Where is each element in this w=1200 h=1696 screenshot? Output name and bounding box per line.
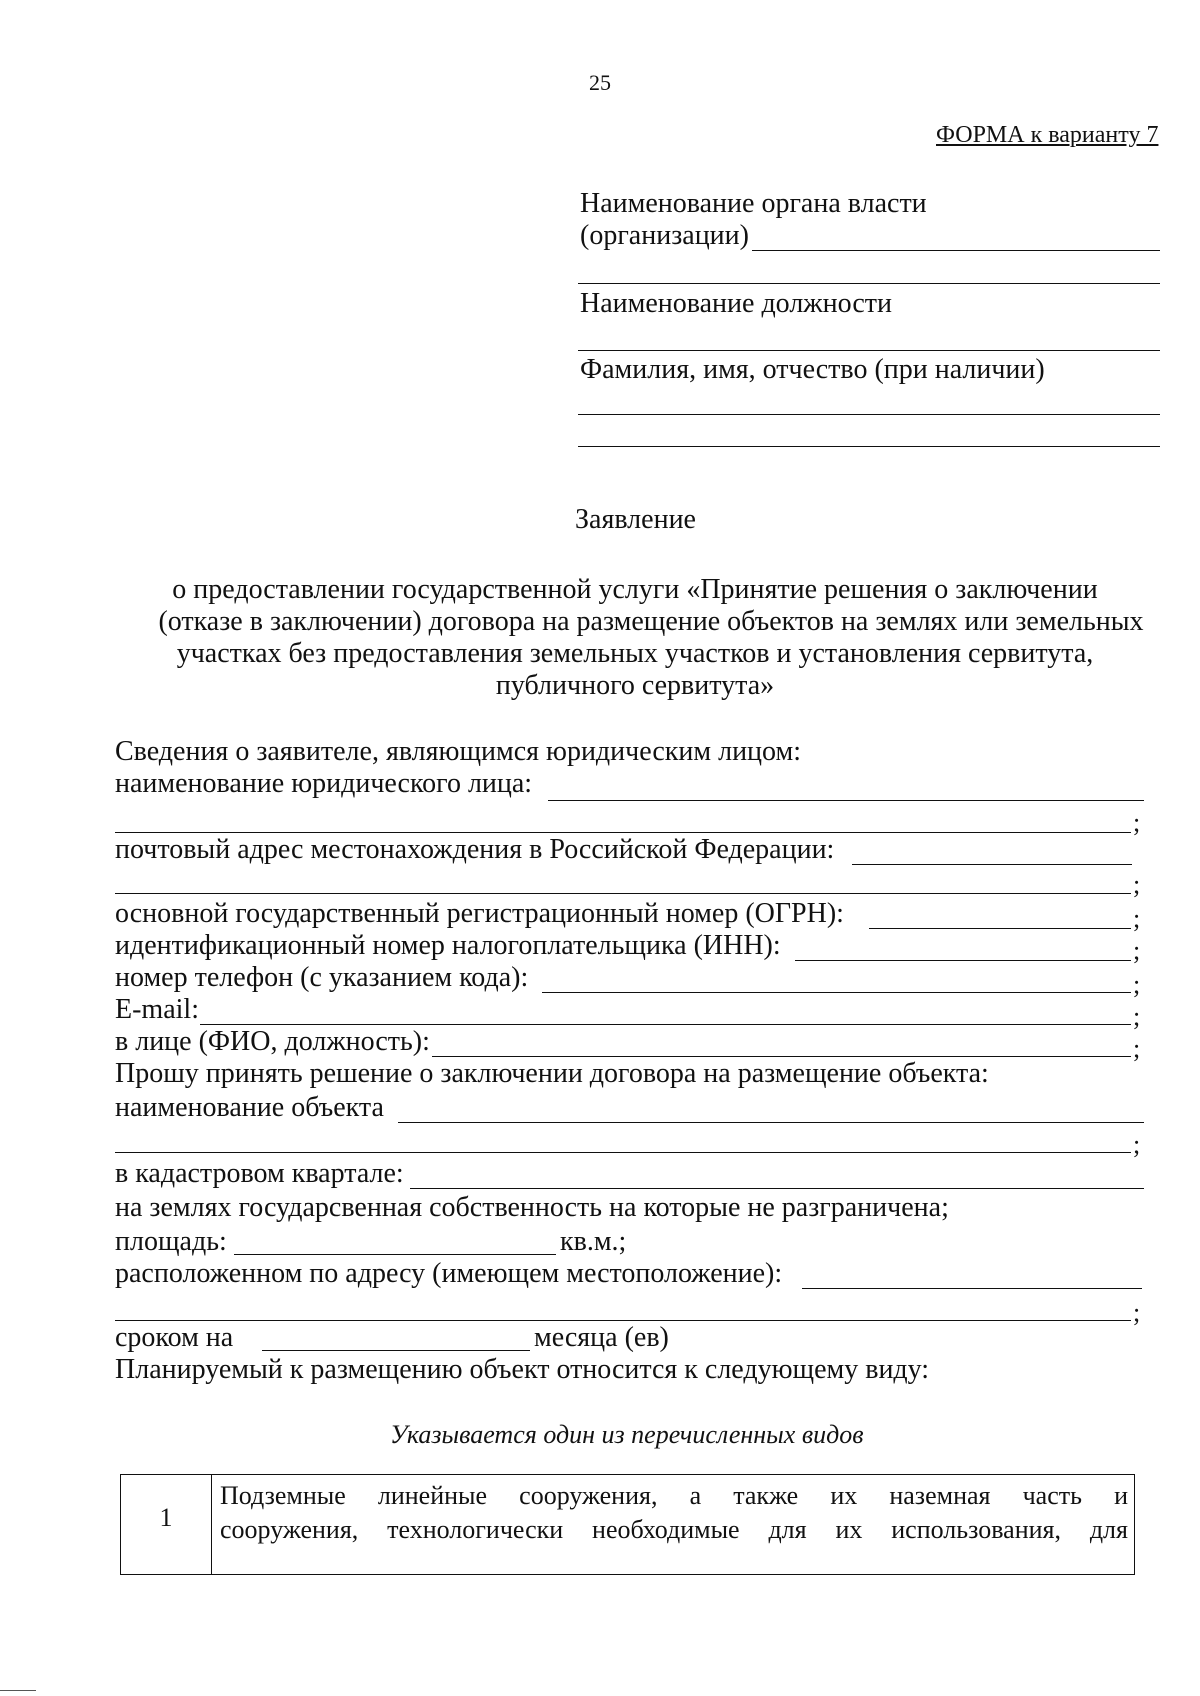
semicolon: ; <box>1133 904 1141 933</box>
semicolon: ; <box>1133 970 1141 999</box>
request-intro: Прошу принять решение о заключении договора на размещение объекта: <box>115 1058 989 1089</box>
inn-fill <box>795 960 1131 961</box>
table-row <box>121 1475 1135 1575</box>
address-fill <box>802 1288 1142 1289</box>
phone-fill <box>542 992 1131 993</box>
lands-note: на землях государсвенная собственность на которые не разграничена; <box>115 1192 949 1223</box>
area-unit: кв.м.; <box>560 1226 627 1257</box>
semicolon: ; <box>1133 1034 1141 1063</box>
subject-line-4: публичного сервитута» <box>495 670 775 701</box>
address-label: расположенном по адресу (имеющем местоположение): <box>115 1258 783 1289</box>
subject-line-3: участках без предоставления земельных участков и установления сервитута, <box>176 638 1094 669</box>
applicant-section-title: Сведения о заявителе, являющимся юридическим лицом: <box>115 736 801 767</box>
kind-text-line-2: сооружения, технологически необходимые для их использования, для <box>220 1515 1128 1544</box>
kinds-table <box>120 1474 1135 1575</box>
recipient-org-line1: Наименование органа власти <box>580 188 927 219</box>
subject-line-1: о предоставлении государственной услуги «Принятие решения о заключении <box>172 574 1098 605</box>
semicolon: ; <box>1133 1130 1141 1159</box>
name-fill-line-1 <box>578 414 1160 415</box>
ogrn-label: основной государственный регистрационный номер (ОГРН): <box>115 898 844 929</box>
postal-address-label: почтовый адрес местонахождения в Российской Федерации: <box>115 834 835 865</box>
semicolon: ; <box>1133 1002 1141 1031</box>
org-fill-line-2 <box>578 283 1160 284</box>
term-unit: месяца (ев) <box>534 1322 669 1353</box>
form-label: ФОРМА к варианту 7 <box>936 122 1159 148</box>
recipient-org-line2: (организации) <box>580 220 749 251</box>
address-fill-2 <box>115 1320 1131 1321</box>
legal-name-label: наименование юридического лица: <box>115 768 533 799</box>
area-fill <box>234 1254 556 1255</box>
object-name-label: наименование объекта <box>115 1092 384 1123</box>
term-label: сроком на <box>115 1322 234 1353</box>
email-label: E-mail: <box>115 994 199 1025</box>
position-fill-line <box>578 350 1160 351</box>
semicolon: ; <box>1133 808 1141 837</box>
semicolon: ; <box>1133 936 1141 965</box>
scan-edge-mark <box>0 1690 36 1691</box>
kind-hint: Указывается один из перечисленных видов <box>390 1420 864 1449</box>
legal-name-fill-2 <box>115 832 1131 833</box>
cadastral-quarter-fill <box>410 1188 1144 1189</box>
org-fill-line <box>752 250 1160 251</box>
name-fill-line-2 <box>578 446 1160 447</box>
email-fill <box>200 1024 1131 1025</box>
kind-number: 1 <box>121 1475 212 1575</box>
phone-label: номер телефон (с указанием кода): <box>115 962 529 993</box>
represented-by-fill <box>432 1056 1131 1057</box>
area-label: площадь: <box>115 1226 227 1257</box>
term-fill <box>262 1350 530 1351</box>
kind-text-cell <box>212 1475 1135 1575</box>
ogrn-fill <box>869 928 1131 929</box>
kind-intro: Планируемый к размещению объект относится к следующему виду: <box>115 1354 930 1385</box>
represented-by-label: в лице (ФИО, должность): <box>115 1026 430 1057</box>
recipient-full-name: Фамилия, имя, отчество (при наличии) <box>580 354 1045 385</box>
inn-label: идентификационный номер налогоплательщика (ИНН): <box>115 930 781 961</box>
recipient-position: Наименование должности <box>580 288 892 319</box>
postal-address-fill <box>852 864 1132 865</box>
object-name-fill-2 <box>115 1152 1131 1153</box>
cadastral-quarter-label: в кадастровом квартале: <box>115 1158 404 1189</box>
semicolon: ; <box>1133 870 1141 899</box>
object-name-fill <box>398 1122 1144 1123</box>
kind-text-line-1: Подземные линейные сооружения, а также их наземная часть и <box>220 1481 1128 1510</box>
postal-address-fill-2 <box>115 893 1131 894</box>
subject-line-2: (отказе в заключении) договора на размещение объектов на землях или земельных <box>158 606 1144 637</box>
document-heading: Заявление <box>575 504 696 535</box>
legal-name-fill <box>548 800 1144 801</box>
page-number: 25 <box>589 70 611 95</box>
semicolon: ; <box>1133 1298 1141 1327</box>
